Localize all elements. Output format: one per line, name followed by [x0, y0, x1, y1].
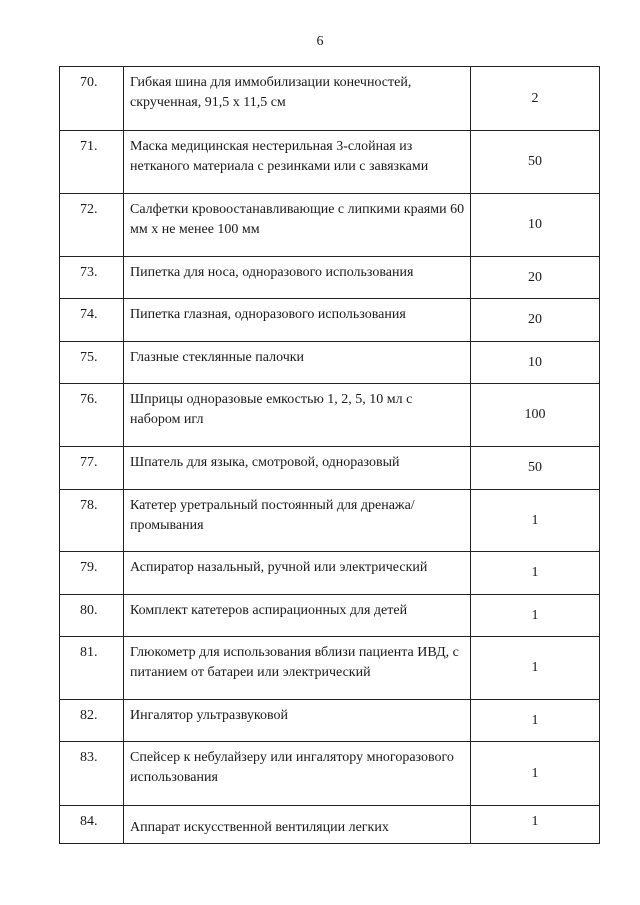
item-name: Пипетка для носа, одноразового использования: [124, 257, 471, 299]
item-name: Аспиратор назальный, ручной или электрический: [124, 552, 471, 595]
item-quantity: 10: [471, 342, 600, 384]
item-name: Глазные стеклянные палочки: [124, 342, 471, 384]
table-row: [60, 552, 600, 595]
table-row: [60, 67, 600, 131]
table-row: [60, 194, 600, 257]
item-quantity: 1: [471, 742, 600, 806]
item-name: Катетер уретральный постоянный для дренажа/промывания: [124, 490, 471, 552]
table-row: [60, 490, 600, 552]
item-quantity: 2: [471, 67, 600, 131]
item-name: Шприцы одноразовые емкостью 1, 2, 5, 10 мл с набором игл: [124, 384, 471, 447]
row-number: 78.: [60, 490, 124, 552]
table-row: [60, 299, 600, 342]
row-number: 84.: [60, 806, 124, 844]
table-row: [60, 131, 600, 194]
table-row: [60, 637, 600, 700]
table-row: [60, 742, 600, 806]
item-name: Ингалятор ультразвуковой: [124, 700, 471, 742]
row-number: 71.: [60, 131, 124, 194]
item-quantity: 1: [471, 637, 600, 700]
row-number: 73.: [60, 257, 124, 299]
row-number: 82.: [60, 700, 124, 742]
row-number: 80.: [60, 595, 124, 637]
item-quantity: 100: [471, 384, 600, 447]
item-quantity: 20: [471, 257, 600, 299]
table-row: [60, 342, 600, 384]
item-quantity: 50: [471, 447, 600, 490]
table-row: [60, 806, 600, 844]
item-name: Салфетки кровоостанавливающие с липкими краями 60 мм х не менее 100 мм: [124, 194, 471, 257]
row-number: 83.: [60, 742, 124, 806]
item-quantity: 1: [471, 490, 600, 552]
table-row: [60, 595, 600, 637]
item-quantity: 1: [471, 700, 600, 742]
item-quantity: 10: [471, 194, 600, 257]
row-number: 72.: [60, 194, 124, 257]
row-number: 77.: [60, 447, 124, 490]
table-row: [60, 257, 600, 299]
row-number: 81.: [60, 637, 124, 700]
table-row: [60, 700, 600, 742]
item-quantity: 1: [471, 806, 600, 844]
table-row: [60, 384, 600, 447]
equipment-table: [59, 66, 600, 844]
item-quantity: 1: [471, 552, 600, 595]
row-number: 79.: [60, 552, 124, 595]
page-number: 6: [316, 34, 324, 49]
item-name: Глюкометр для использования вблизи пациента ИВД, с питанием от батареи или электрический: [124, 637, 471, 700]
item-quantity: 1: [471, 595, 600, 637]
row-number: 74.: [60, 299, 124, 342]
item-quantity: 20: [471, 299, 600, 342]
item-name: Аппарат искусственной вентиляции легких: [124, 806, 471, 844]
item-name: Пипетка глазная, одноразового использования: [124, 299, 471, 342]
item-name: Шпатель для языка, смотровой, одноразовый: [124, 447, 471, 490]
item-name: Комплект катетеров аспирационных для детей: [124, 595, 471, 637]
item-name: Маска медицинская нестерильная 3-слойная из нетканого материала с резинками или с завязками: [124, 131, 471, 194]
table-row: [60, 447, 600, 490]
row-number: 75.: [60, 342, 124, 384]
row-number: 76.: [60, 384, 124, 447]
row-number: 70.: [60, 67, 124, 131]
item-quantity: 50: [471, 131, 600, 194]
item-name: Спейсер к небулайзеру или ингалятору многоразового использования: [124, 742, 471, 806]
item-name: Гибкая шина для иммобилизации конечностей, скрученная, 91,5 х 11,5 см: [124, 67, 471, 131]
